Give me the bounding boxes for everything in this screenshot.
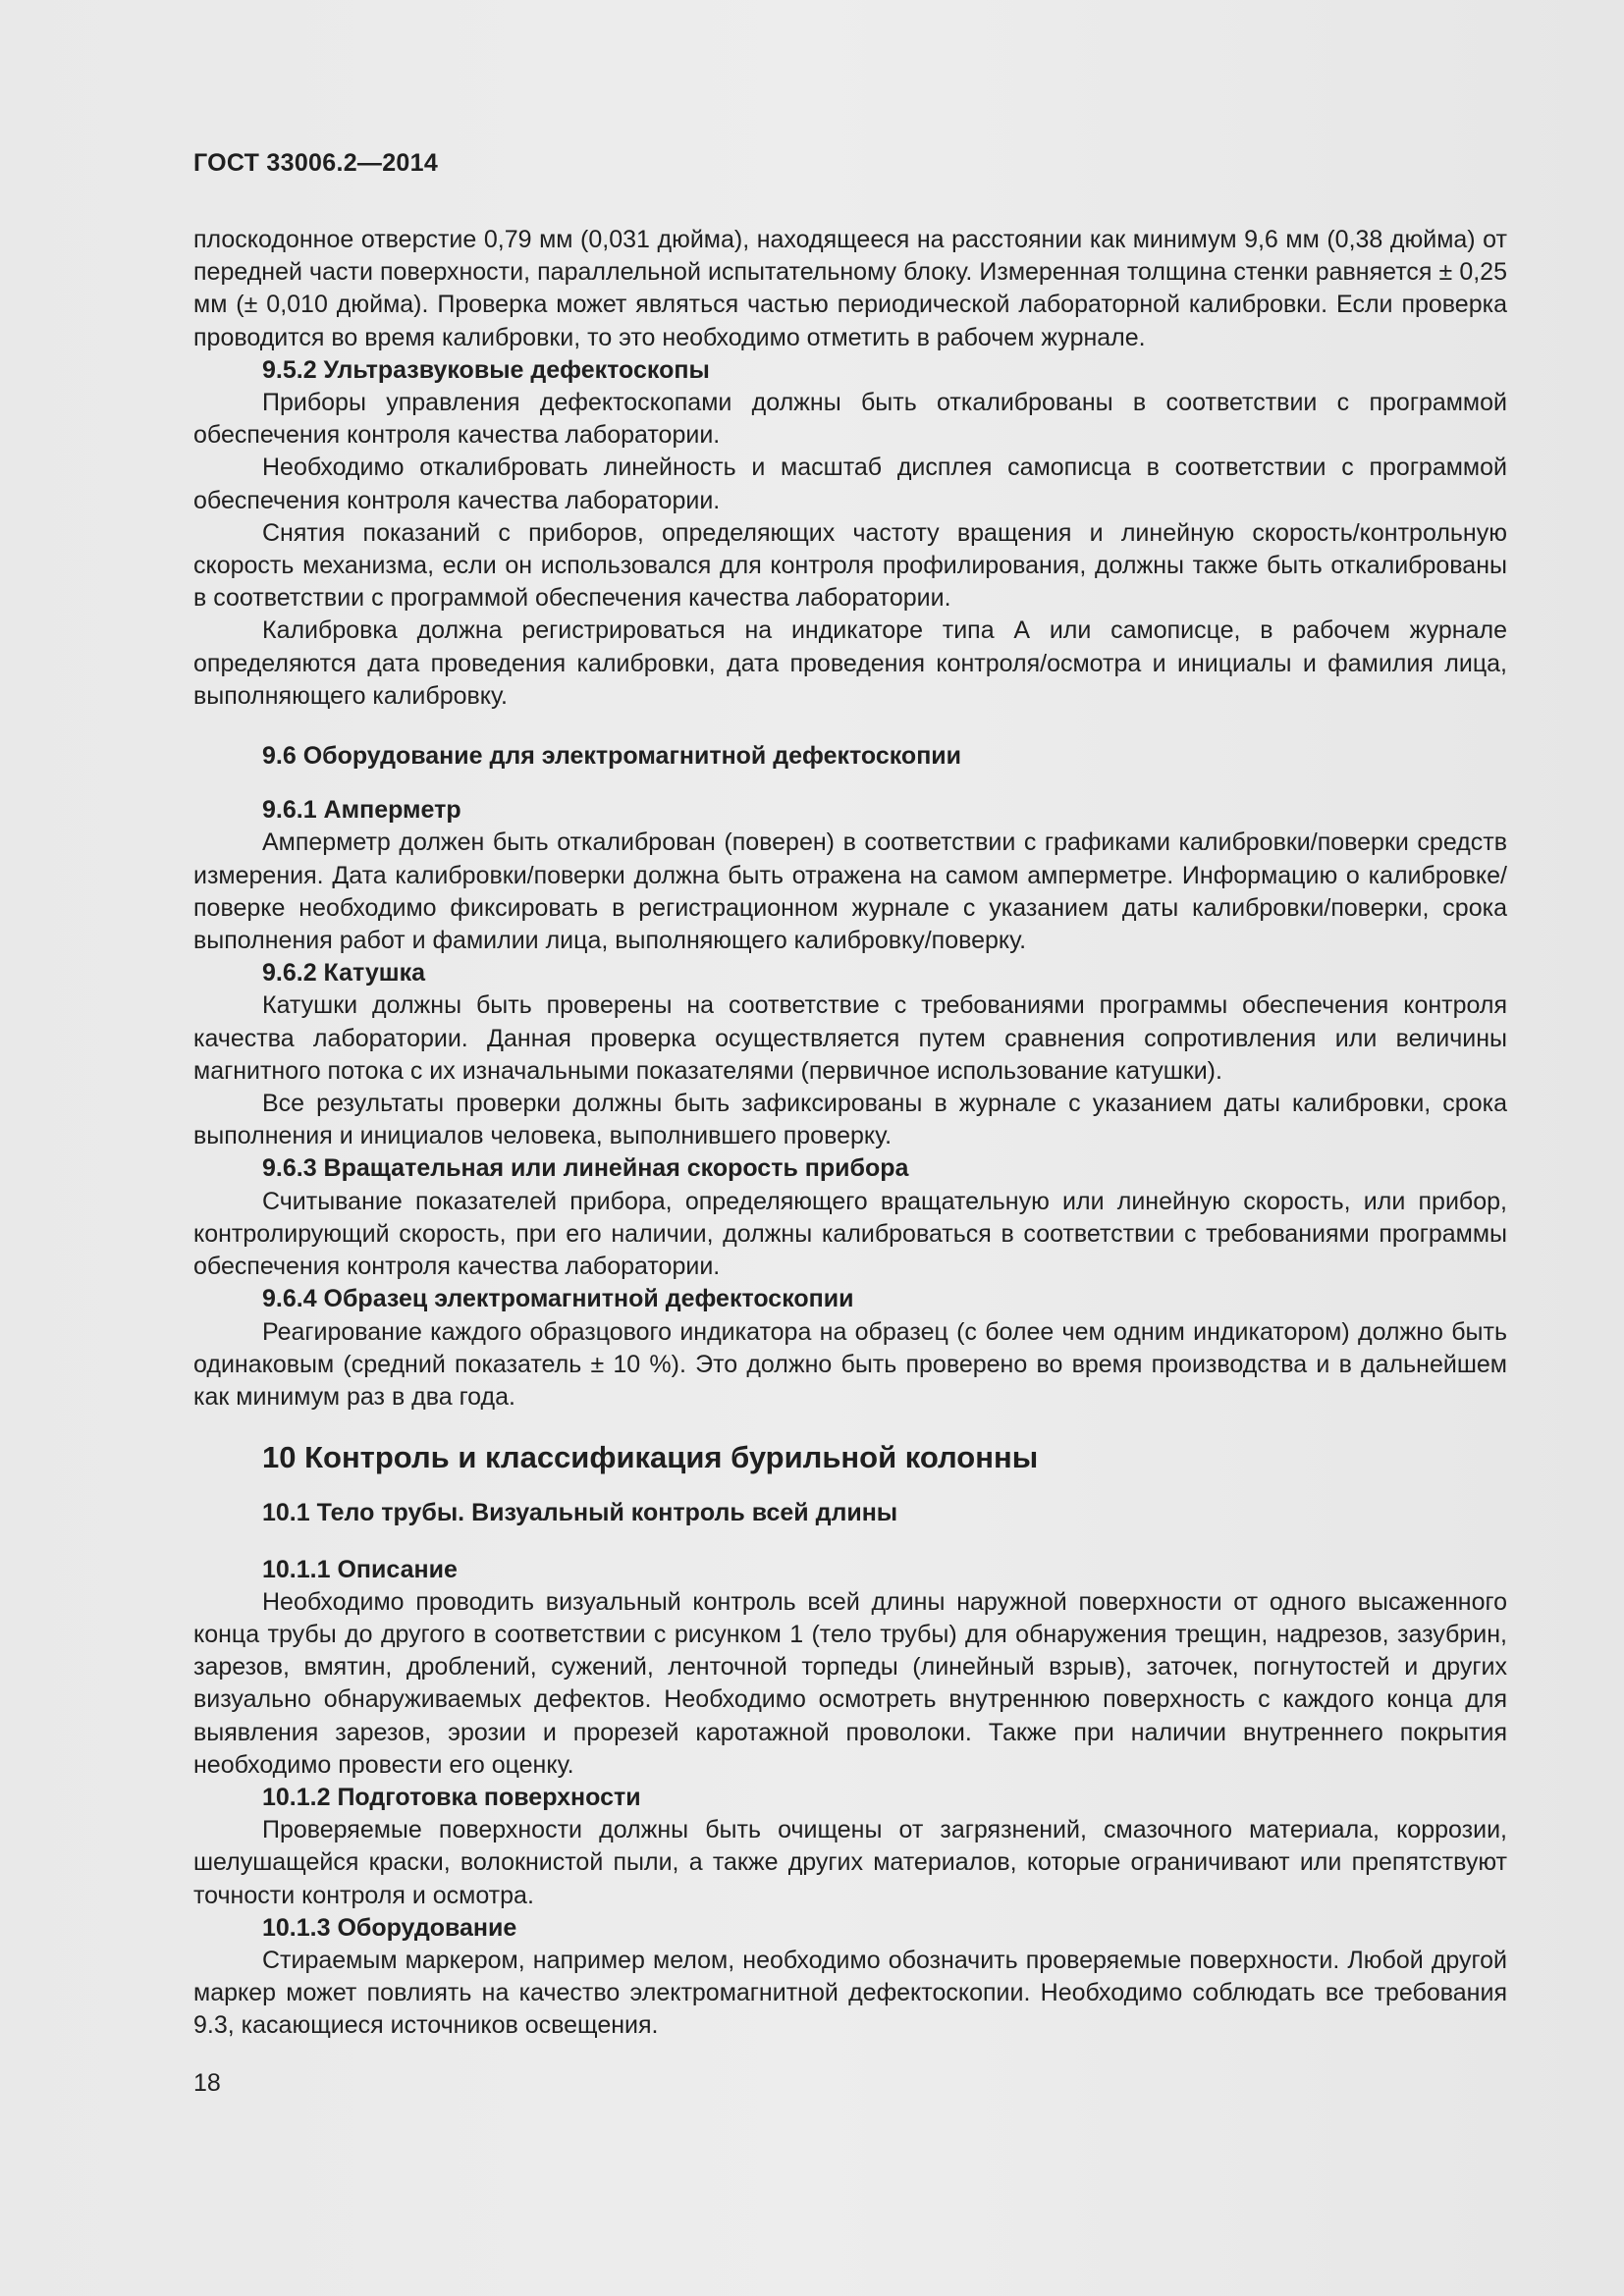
- spacer: [193, 773, 1507, 794]
- document-body: [193, 224, 1507, 2043]
- subsection-heading: 9.5.2 Ультразвуковые дефектоскопы: [262, 355, 710, 384]
- paragraph: Катушки должны быть проверены на соответствие с требованиями программы обеспечения контроля качества лаборатории. Данная проверка осуществляется путем сравнения сопротивления или величины магнитного потока с их изначальными показателями (первичное использование катушки).: [193, 991, 1507, 1085]
- subsection-heading: 9.6.4 Образец электромагнитной дефектоскопии: [262, 1285, 854, 1313]
- paragraph: Снятия показаний с приборов, определяющих частоту вращения и линейную скорость/контрольную скорость механизма, если он использовался для контроля профилирования, должны также быть откалиброваны в соответствии с программой обеспечения качества лаборатории.: [193, 518, 1507, 613]
- paragraph: Проверяемые поверхности должны быть очищены от загрязнений, смазочного материала, коррозии, шелушащейся краски, волокнистой пыли, а также других материалов, которые ограничивают или препятствуют точности контроля и осмотра.: [193, 1816, 1507, 1909]
- paragraph: Приборы управления дефектоскопами должны быть откалиброваны в соответствии с программой обеспечения контроля качества лаборатории.: [193, 389, 1507, 450]
- paragraph: Считывание показателей прибора, определяющего вращательную или линейную скорость, или прибор, контролирующий скорость, при его наличии, должны калиброваться в соответствии с требованиями программы обеспечения контроля качества лаборатории.: [193, 1187, 1507, 1281]
- paragraph: Необходимо проводить визуальный контроль всей длины наружной поверхности от одного высаженного конца трубы до другого в соответствии с рисунком 1 (тело трубы) для обнаружения трещин, надрезов, зазубрин, зарезов, вмятин, дроблений, сужений, ленточной торпеды (линейный взрыв), заточек, погнутостей и других визуально обнаруживаемых дефектов. Необходимо осмотреть внутреннюю поверхность с каждого конца для выявления зарезов, эрозии и прорезей каротажной проволоки. Также при наличии внутреннего покрытия необходимо провести его оценку.: [193, 1587, 1507, 1779]
- subsection-heading: 10.1.3 Оборудование: [262, 1913, 517, 1942]
- subsection-heading: 9.6.3 Вращательная или линейная скорость прибора: [262, 1154, 909, 1183]
- document-header: ГОСТ 33006.2—2014: [193, 149, 439, 177]
- paragraph: Все результаты проверки должны быть зафиксированы в журнале с указанием даты калибровки, срока выполнения и инициалов человека, выполнившего проверку.: [193, 1090, 1507, 1150]
- paragraph: плоскодонное отверстие 0,79 мм (0,031 дюйма), находящееся на расстоянии как минимум 9,6 мм (0,38 дюйма) от передней части поверхности, параллельной испытательному блоку. Измеренная толщина стенки равняется ± 0,25 мм (± 0,010 дюйма). Проверка может являться частью периодической лабораторной калибровки. Если проверка проводится во время калибровки, то это необходимо отметить в рабочем журнале.: [193, 226, 1507, 351]
- subsection-heading: 10.1.2 Подготовка поверхности: [262, 1783, 641, 1811]
- chapter-heading: 10 Контроль и классификация бурильной колонны: [262, 1440, 1039, 1475]
- subsection-heading: 10.1.1 Описание: [262, 1555, 458, 1583]
- section-heading: 10.1 Тело трубы. Визуальный контроль всей длины: [262, 1499, 898, 1527]
- paragraph: Калибровка должна регистрироваться на индикаторе типа А или самописце, в рабочем журнале определяются дата проведения калибровки, дата проведения контроля/осмотра и инициалы и фамилия лица, выполняющего калибровку.: [193, 616, 1507, 710]
- spacer: [193, 1473, 1507, 1497]
- page-number: 18: [193, 2069, 221, 2097]
- spacer: [193, 1530, 1507, 1554]
- spacer: [193, 713, 1507, 740]
- paragraph: Реагирование каждого образцового индикатора на образец (с более чем одним индикатором) должно быть одинаковым (средний показатель ± 10 %). Это должно быть проверено во время производства и в дальнейшем как минимум раз в два года.: [193, 1317, 1507, 1411]
- subsection-heading: 9.6.1 Амперметр: [262, 796, 461, 825]
- paragraph: Стираемым маркером, например мелом, необходимо обозначить проверяемые поверхности. Любой другой маркер может повлиять на качество электромагнитной дефектоскопии. Необходимо соблюдать все требования 9.3, касающиеся источников освещения.: [193, 1946, 1507, 2040]
- paragraph: Необходимо откалибровать линейность и масштаб дисплея самописца в соответствии с программой обеспечения контроля качества лаборатории.: [193, 454, 1507, 514]
- subsection-heading: 9.6.2 Катушка: [262, 959, 426, 988]
- paragraph: Амперметр должен быть откалиброван (поверен) в соответствии с графиками калибровки/поверки средств измерения. Дата калибровки/поверки должна быть отражена на самом амперметре. Информацию о калибровке/поверке необходимо фиксировать в регистрационном журнале с указанием даты калибровки/поверки, срока выполнения работ и фамилии лица, выполняющего калибровку/поверку.: [193, 828, 1507, 955]
- section-heading: 9.6 Оборудование для электромагнитной дефектоскопии: [262, 742, 962, 771]
- spacer: [193, 1414, 1507, 1441]
